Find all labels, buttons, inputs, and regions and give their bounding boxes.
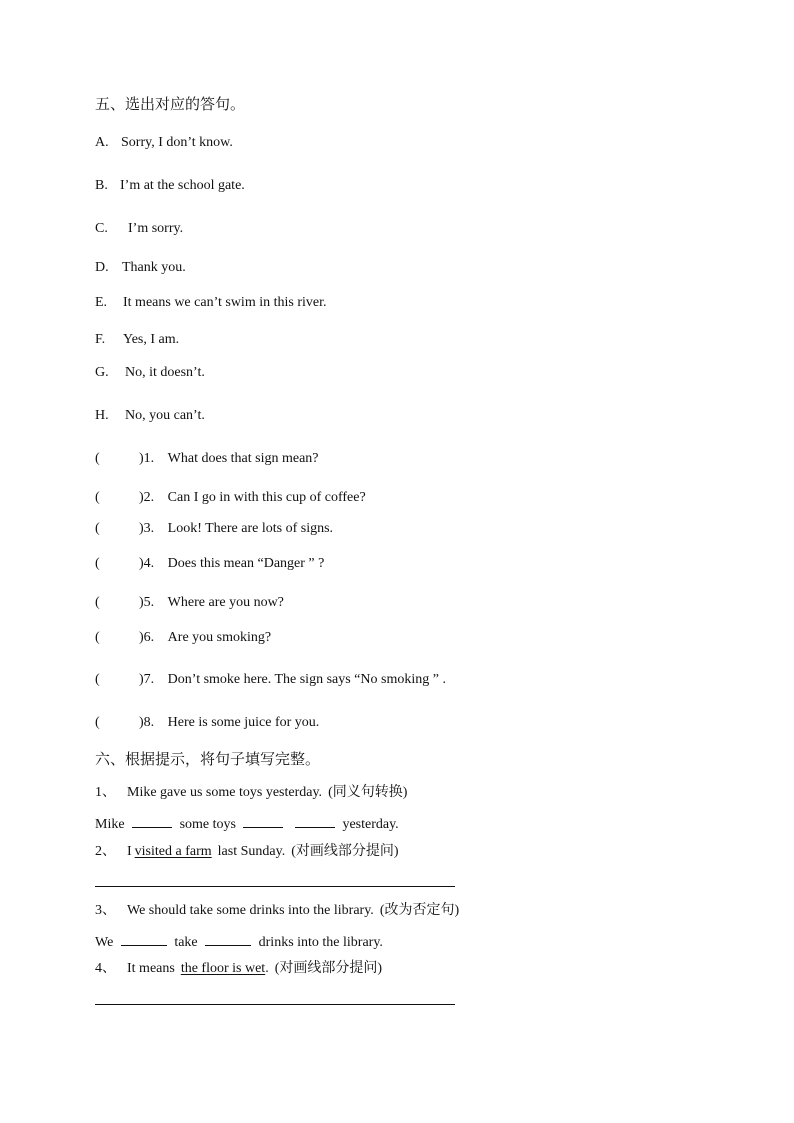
- option-label: F.: [95, 332, 106, 347]
- section-5-title: 五、选出对应的答句。: [95, 97, 246, 113]
- question-number: 8.: [143, 715, 155, 730]
- option-f: [95, 331, 179, 349]
- fill-question-4: [95, 960, 382, 978]
- answer-blank[interactable]: [121, 932, 167, 946]
- answer-blank-close: ): [139, 556, 144, 571]
- option-text: Sorry, I don’t know.: [121, 135, 233, 150]
- answer-blank-open: (: [95, 556, 100, 571]
- answer-blank-close: ): [139, 451, 144, 466]
- question-2: [95, 489, 366, 507]
- option-text: I’m sorry.: [128, 221, 184, 236]
- option-text: Thank you.: [122, 260, 186, 275]
- question-number: 4.: [143, 556, 155, 571]
- question-8: [95, 714, 319, 732]
- answer-blank[interactable]: [243, 814, 283, 828]
- answer-word: take: [174, 935, 198, 950]
- answer-blank-close: ): [139, 490, 144, 505]
- fill-question-1: [95, 784, 407, 802]
- answer-word: yesterday.: [342, 817, 399, 832]
- question-3: [95, 520, 333, 538]
- option-label: A.: [95, 135, 109, 150]
- question-number: 5.: [143, 595, 155, 610]
- answer-blank-open: (: [95, 451, 100, 466]
- question-number: 1、: [95, 785, 116, 800]
- question-6: [95, 629, 271, 647]
- question-text: Where are you now?: [167, 595, 284, 610]
- question-text: .: [265, 961, 269, 976]
- option-text: It means we can’t swim in this river.: [123, 295, 327, 310]
- question-number: 7.: [143, 672, 155, 687]
- option-c: [95, 220, 183, 238]
- option-a: [95, 134, 233, 152]
- question-text: Can I go in with this cup of coffee?: [167, 490, 366, 505]
- option-g: [95, 364, 205, 382]
- fill-question-2: [95, 843, 399, 861]
- question-text: Does this mean “Danger ” ?: [167, 556, 325, 571]
- fill-answer-3: [95, 932, 383, 952]
- answer-blank-open: (: [95, 521, 100, 536]
- question-text: last Sunday.: [217, 844, 286, 859]
- fill-answer-1: [95, 814, 399, 834]
- question-7: [95, 671, 446, 689]
- question-number: 2、: [95, 844, 116, 859]
- answer-blank[interactable]: [205, 932, 251, 946]
- question-hint: (对画线部分提问): [291, 844, 399, 859]
- answer-blank[interactable]: [132, 814, 172, 828]
- question-text: Don’t smoke here. The sign says “No smoking ” .: [167, 672, 446, 687]
- fill-question-3: [95, 902, 459, 920]
- question-hint: (改为否定句): [379, 903, 460, 918]
- option-text: Yes, I am.: [123, 332, 180, 347]
- option-text: I’m at the school gate.: [120, 178, 245, 193]
- question-number: 4、: [95, 961, 116, 976]
- answer-blank-close: ): [139, 672, 144, 687]
- question-1: [95, 450, 319, 468]
- answer-word: We: [95, 935, 114, 950]
- question-hint: (同义句转换): [328, 785, 408, 800]
- option-label: D.: [95, 260, 109, 275]
- answer-blank-open: (: [95, 672, 100, 687]
- question-text: It means: [127, 961, 175, 976]
- underlined-phrase: the floor is wet: [180, 961, 266, 976]
- option-text: No, it doesn’t.: [125, 365, 205, 380]
- option-label: G.: [95, 365, 109, 380]
- option-d: [95, 259, 186, 277]
- underlined-phrase: visited a farm: [134, 844, 212, 859]
- answer-blank-open: (: [95, 490, 100, 505]
- question-text: Mike gave us some toys yesterday.: [127, 785, 323, 800]
- answer-line[interactable]: [95, 886, 455, 887]
- question-text: Here is some juice for you.: [167, 715, 320, 730]
- section-6-title: 六、根据提示，将句子填写完整。: [95, 752, 321, 768]
- answer-blank-close: ): [139, 715, 144, 730]
- option-label: B.: [95, 178, 108, 193]
- option-e: [95, 294, 326, 312]
- question-text: I: [127, 844, 132, 859]
- question-hint: (对画线部分提问): [274, 961, 383, 976]
- question-4: [95, 555, 324, 573]
- question-number: 3、: [95, 903, 116, 918]
- answer-blank-open: (: [95, 595, 100, 610]
- answer-blank-open: (: [95, 630, 100, 645]
- answer-word: drinks into the library.: [258, 935, 383, 950]
- answer-line[interactable]: [95, 1004, 455, 1005]
- answer-blank-close: ): [139, 521, 144, 536]
- option-label: C.: [95, 221, 108, 236]
- question-number: 6.: [143, 630, 155, 645]
- answer-blank-close: ): [139, 595, 144, 610]
- question-number: 3.: [143, 521, 155, 536]
- answer-word: Mike: [95, 817, 125, 832]
- question-5: [95, 594, 284, 612]
- option-label: H.: [95, 408, 109, 423]
- option-text: No, you can’t.: [125, 408, 205, 423]
- question-text: Look! There are lots of signs.: [167, 521, 334, 536]
- question-number: 2.: [143, 490, 155, 505]
- question-text: What does that sign mean?: [167, 451, 319, 466]
- option-h: [95, 407, 205, 425]
- option-label: E.: [95, 295, 108, 310]
- question-text: Are you smoking?: [167, 630, 272, 645]
- answer-blank[interactable]: [295, 814, 335, 828]
- option-b: [95, 177, 245, 195]
- question-number: 1.: [143, 451, 155, 466]
- answer-word: some toys: [179, 817, 236, 832]
- answer-blank-open: (: [95, 715, 100, 730]
- answer-blank-close: ): [139, 630, 144, 645]
- question-text: We should take some drinks into the library.: [127, 903, 374, 918]
